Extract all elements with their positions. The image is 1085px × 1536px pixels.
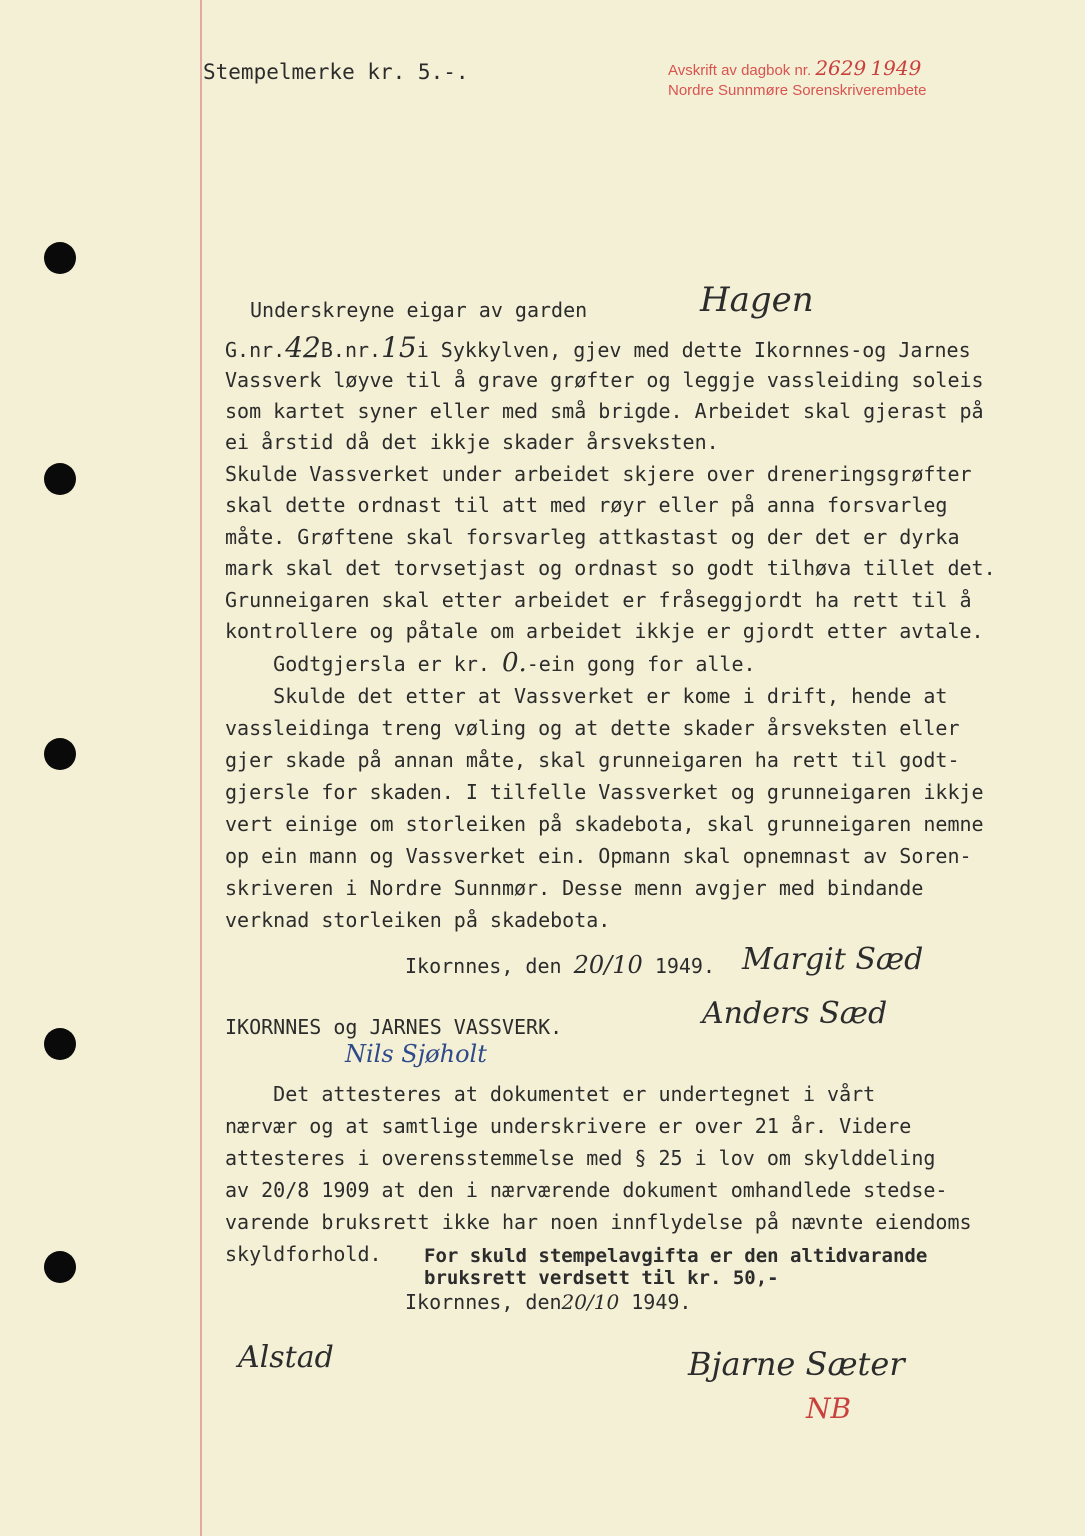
para2-line: vert einige om storleiken på skadebota, skal grunneigaren nemne — [225, 812, 984, 836]
para2-line: gjersle for skaden. I tilfelle Vassverket og grunneigaren ikkje — [225, 780, 984, 804]
attest-date-place: Ikornnes, den — [405, 1290, 562, 1314]
para2-line: Skulde det etter at Vassverket er kome i drift, hende at — [225, 684, 948, 708]
gnr-value: 42 — [285, 331, 321, 364]
attest-date-year: 1949. — [631, 1290, 692, 1314]
gnr-label: G.nr. — [225, 338, 286, 362]
para1-line: som kartet syner eller med små brigde. Arbeidet skal gjerast på — [225, 399, 984, 423]
company-signature: Nils Sjøholt — [345, 1040, 487, 1068]
attest-line: skyldforhold. — [225, 1242, 382, 1266]
para2-line: skriveren i Nordre Sunnmør. Desse menn avgjer med bindande — [225, 876, 924, 900]
witness-signature-1: Alstad — [238, 1340, 334, 1375]
para2-line: verknad storleiken på skadebota. — [225, 908, 611, 932]
gnr-line — [225, 331, 971, 364]
compensation-line — [225, 648, 756, 678]
para2-line: vassleidinga treng vøling og at dette skader årsveksten eller — [225, 716, 960, 740]
para2-line: gjer skade på annan måte, skal grunneigaren ha rett til godt- — [225, 748, 960, 772]
stamp-number: 2629 — [815, 56, 867, 80]
para1-line: mark skal det torvsetjast og ordnast so godt tilhøva tillet det. — [225, 556, 996, 580]
para1-line: Grunneigaren skal etter arbeidet er fråseggjordt ha rett til å — [225, 588, 972, 612]
attest-line: varende bruksrett ikke har noen innflydelse på nævnte eiendoms — [225, 1210, 972, 1234]
para2-line: op ein mann og Vassverket ein. Opmann skal opnemnast av Soren- — [225, 844, 972, 868]
para1-line: Skulde Vassverket under arbeidet skjere over dreneringsgrøfter — [225, 462, 972, 486]
stamp-duty-text: Stempelmerke kr. 5.-. — [203, 60, 469, 84]
compensation-suffix: -ein gong for alle. — [526, 652, 756, 676]
attest-line: av 20/8 1909 at den i nærværende dokument omhandlede stedse- — [225, 1178, 948, 1202]
attest-date-handwritten: 20/10 — [561, 1290, 620, 1314]
punch-hole — [44, 463, 76, 495]
stamp-year: 1949 — [870, 56, 922, 80]
attest-date-line — [405, 1290, 691, 1314]
punch-hole — [44, 242, 76, 274]
witness-signature-2: Bjarne Sæter — [688, 1345, 905, 1383]
para1-line: ei årstid då det ikkje skader årsveksten. — [225, 430, 719, 454]
stamp-office: Nordre Sunnmøre Sorenskriverembete — [668, 82, 927, 99]
date-line — [405, 953, 715, 978]
attest-line: Det attesteres at dokumentet er undertegnet i vårt — [225, 1082, 876, 1106]
compensation-prefix: Godtgjersla er kr. — [225, 652, 490, 676]
valuation-line-1: For skuld stempelavgifta er den altidvarande — [424, 1245, 928, 1267]
punch-hole — [44, 1028, 76, 1060]
farm-line-text: Underskreyne eigar av garden — [250, 298, 588, 322]
punch-hole — [44, 738, 76, 770]
attest-line: nærvær og at samtlige underskrivere er over 21 år. Videre — [225, 1114, 912, 1138]
date-year: 1949. — [654, 954, 716, 978]
para1-line: skal dette ordnast til att med røyr eller på anna forsvarleg — [225, 493, 948, 517]
para1-line: kontrollere og påtale om arbeidet ikkje er gjordt etter avtale. — [225, 619, 984, 643]
bnr-value: 15 — [381, 331, 417, 364]
date-handwritten: 20/10 — [573, 951, 643, 979]
compensation-value: 0. — [501, 648, 527, 678]
bnr-label: B.nr. — [320, 338, 382, 362]
para1-line: måte. Grøftene skal forsvarleg attkastast og der det er dyrka — [225, 525, 960, 549]
registry-stamp — [668, 56, 921, 80]
punch-hole — [44, 1251, 76, 1283]
stamp-prefix: Avskrift av dagbok nr. — [668, 62, 812, 79]
owner-signature-2: Anders Sæd — [702, 996, 888, 1031]
valuation-line-2: bruksrett verdsett til kr. 50,- — [424, 1267, 779, 1289]
farm-name: Hagen — [700, 280, 814, 320]
owner-signature-1: Margit Sæd — [742, 942, 924, 977]
attest-line: attesteres i overensstemmelse med § 25 i lov om skylddeling — [225, 1146, 936, 1170]
line-2-rest: i Sykkylven, gjev med dette Ikornnes-og Jarnes — [416, 338, 971, 362]
company-name: IKORNNES og JARNES VASSVERK. — [225, 1015, 563, 1039]
date-place: Ikornnes, den — [405, 954, 562, 978]
margin-line — [200, 0, 202, 1536]
para1-line: Vassverk løyve til å grave grøfter og leggje vassleiding soleis — [225, 368, 984, 392]
initials-mark: NB — [806, 1392, 852, 1425]
